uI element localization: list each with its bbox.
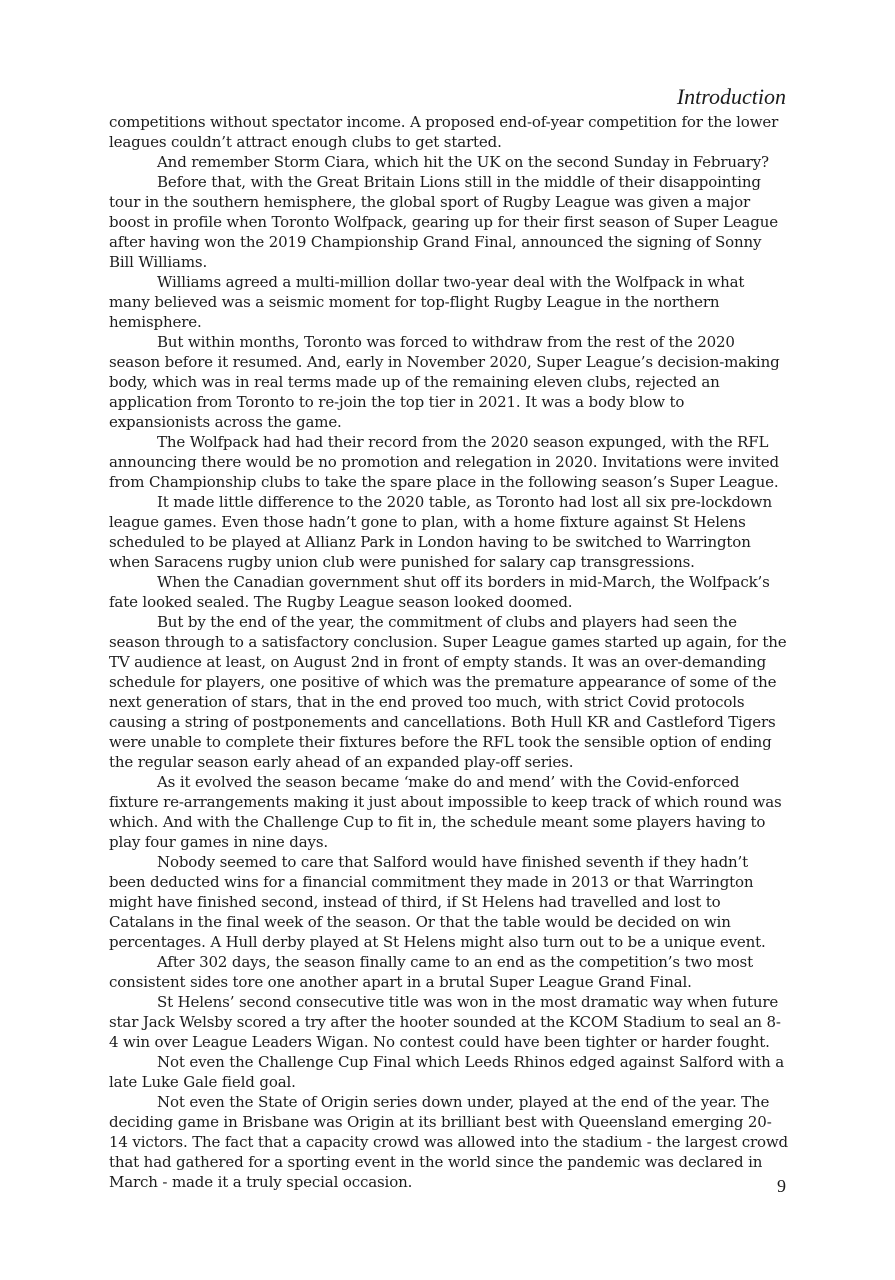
paragraph: But by the end of the year, the commitment of clubs and players had seen the season through to a satisfactory conclusion. Super League games started up again, for the TV audience at least, on August 2nd in front of empty stands. It was an over-demanding schedule for players, one positive of which was the premature appearance of some of the next generation of stars, that in the end proved too much, with strict Covid protocols causing a string of postponements and cancellations. Both Hull KR and Castleford Tigers were unable to complete their fixtures before the RFL took the sensible option of ending the regular season early ahead of an expanded play-off series. (109, 613, 787, 771)
paragraph: Not even the State of Origin series down under, played at the end of the year. The deciding game in Brisbane was Origin at its brilliant best with Queensland emerging 20-14 victors. The fact that a capacity crowd was allowed into the stadium - the largest crowd that had gathered for a sporting event in the world since the pandemic was declared in March - made it a truly special occasion. (109, 1093, 788, 1191)
paragraph: The Wolfpack had had their record from the 2020 season expunged, with the RFL announcing there would be no promotion and relegation in 2020. Invitations were invited from Championship clubs to take the spare place in the following season’s Super League. (109, 433, 779, 491)
paragraph: And remember Storm Ciara, which hit the UK on the second Sunday in February? (157, 153, 769, 171)
paragraph: Nobody seemed to care that Salford would have finished seventh if they hadn’t been deducted wins for a financial commitment they made in 2013 or that Warrington might have finished second, instead of third, if St Helens had travelled and lost to Catalans in the final week of the season. Or that the table would be decided on win percentages. A Hull derby played at St Helens might also turn out to be a unique event. (109, 853, 766, 951)
paragraph: Before that, with the Great Britain Lions still in the middle of their disappointing tour in the southern hemisphere, the global sport of Rugby League was given a major boost in profile when Toronto Wolfpack, gearing up for their first season of Super League after having won the 2019 Championship Grand Final, announced the signing of Sonny Bill Williams. (109, 173, 778, 271)
paragraph: But within months, Toronto was forced to withdraw from the rest of the 2020 season before it resumed. And, early in November 2020, Super League’s decision-making body, which was in real terms made up of the remaining eleven clubs, rejected an application from Toronto to re-join the top tier in 2021. It was a body blow to expansionists across the game. (109, 333, 780, 431)
paragraph: It made little difference to the 2020 table, as Toronto had lost all six pre-lockdown league games. Even those hadn’t gone to plan, with a home fixture against St Helens scheduled to be played at Allianz Park in London having to be switched to Warrington when Saracens rugby union club were punished for salary cap transgressions. (109, 493, 772, 571)
paragraph: competitions without spectator income. A proposed end-of-year competition for the lower leagues couldn’t attract enough clubs to get started. (109, 113, 779, 151)
paragraph: As it evolved the season became ‘make do and mend’ with the Covid-enforced fixture re-arrangements making it just about impossible to keep track of which round was which. And with the Challenge Cup to fit in, the schedule meant some players having to play four games in nine days. (109, 773, 782, 851)
paragraph: St Helens’ second consecutive title was won in the most dramatic way when future star Jack Welsby scored a try after the hooter sounded at the KCOM Stadium to seal an 8-4 win over League Leaders Wigan. No contest could have been tighter or harder fought. (109, 993, 781, 1051)
paragraph: When the Canadian government shut off its borders in mid-March, the Wolfpack’s fate looked sealed. The Rugby League season looked doomed. (109, 573, 770, 611)
paragraph: After 302 days, the season finally came to an end as the competition’s two most consistent sides tore one another apart in a brutal Super League Grand Final. (109, 953, 753, 991)
page-number: 9 (777, 1176, 786, 1196)
body-text (109, 112, 789, 1192)
paragraph: Williams agreed a multi-million dollar two-year deal with the Wolfpack in what many believed was a seismic moment for top-flight Rugby League in the northern hemisphere. (109, 273, 745, 331)
paragraph: Not even the Challenge Cup Final which Leeds Rhinos edged against Salford with a late Luke Gale field goal. (109, 1053, 785, 1091)
running-head: Introduction (676, 84, 786, 109)
